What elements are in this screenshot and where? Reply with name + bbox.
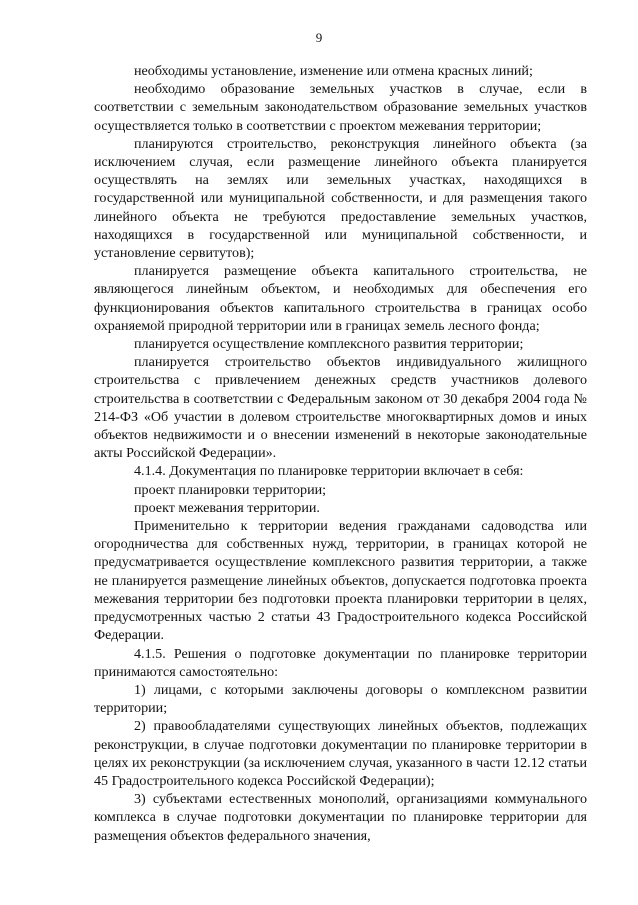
document-body — [94, 62, 587, 845]
paragraph: Применительно к территории ведения гражданами садоводства или огородничества для собственных нужд, территории, в границах которой не предусматривается осуществление комплексного развития территории, а также не планируется размещение линейных объектов, допускается подготовка проекта межевания территории без подготовки проекта планировки территории в целях, предусмотренных частью 2 статьи 43 Градостроительного кодекса Российской Федерации. — [94, 518, 587, 644]
section-heading: 4.1.4. Документация по планировке территории включает в себя: — [134, 463, 524, 480]
paragraph: планируется размещение объекта капитального строительства, не являющегося линейным объектом, и необходимых для обеспечения его функционирования объектов капитального строительства в границах особо охраняемой природной территории или в границах земель лесного фонда; — [94, 263, 587, 334]
section-heading: 4.1.5. Решения о подготовке документации по планировке территории принимаются самостоятельно: — [94, 645, 587, 680]
paragraph: планируется строительство объектов индивидуального жилищного строительства с привлечением денежных средств участников долевого строительства в соответствии с Федеральным законом от 30 декабря 2004 года № 214-ФЗ «Об участии в долевом строительстве многоквартирных домов и иных объектов недвижимости и о внесении изменений в некоторые законодательные акты Российской Федерации». — [94, 354, 587, 462]
list-item: 3) субъектами естественных монополий, организациями коммунального комплекса в случае подготовки документации по планировке территории для размещения объектов федерального значения, — [94, 791, 587, 844]
list-item: 1) лицами, с которыми заключены договоры о комплексном развитии территории; — [94, 681, 587, 717]
paragraph: планируется осуществление комплексного развития территории; — [134, 336, 524, 353]
list-item: 2) правообладателями существующих линейных объектов, подлежащих реконструкции, в случае подготовки документации по планировке территории в целях их реконструкции (за исключением случая, указанного в части 12.12 статьи 45 Градостроительного кодекса Российской Федерации); — [94, 718, 587, 789]
paragraph: проект планировки территории; — [134, 481, 327, 498]
paragraph: проект межевания территории. — [134, 499, 320, 516]
page-number: 9 — [315, 30, 323, 45]
paragraph: планируются строительство, реконструкция линейного объекта (за исключением случая, если размещение линейного объекта планируется осуществлять на землях или земельных участках, находящихся в государственной или муниципальной собственности, и для размещения такого линейного объекта не требуются предоставление земельных участков, находящихся в государственной или муниципальной собственности, и установление сервитутов); — [94, 135, 587, 262]
paragraph: необходимы установление, изменение или отмена красных линий; — [134, 63, 533, 79]
paragraph: необходимо образование земельных участков в случае, если в соответствии с земельным законодательством образование земельных участков осуществляется только в соответствии с проектом межевания территории; — [94, 81, 587, 134]
